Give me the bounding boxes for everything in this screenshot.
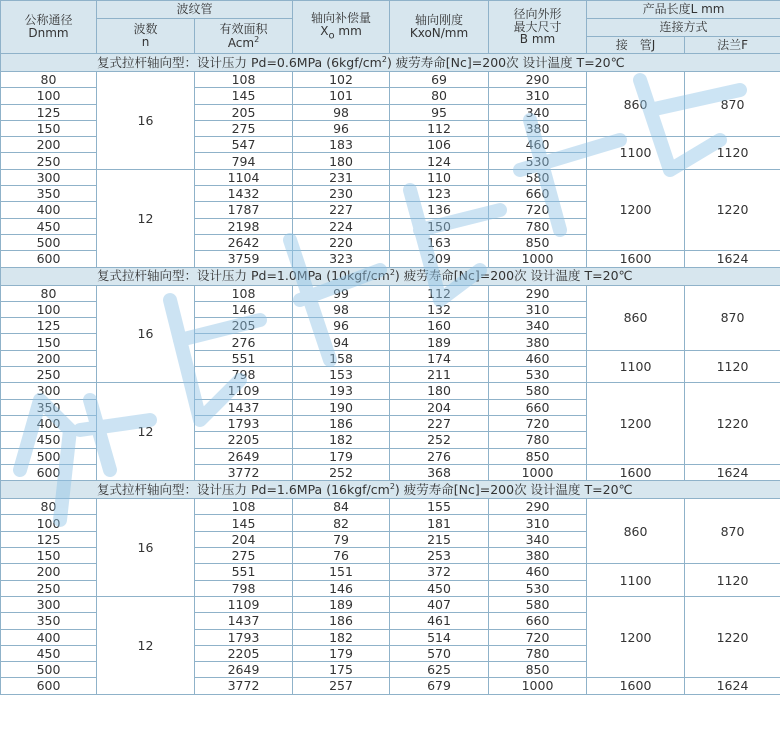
cell-stiffness: 155 xyxy=(390,499,489,515)
table-row xyxy=(1,285,780,301)
cell-outer-diameter: 580 xyxy=(489,169,587,185)
cell-compensation: 186 xyxy=(293,415,390,431)
cell-length-weld: 860 xyxy=(587,285,685,350)
cell-compensation: 102 xyxy=(293,72,390,88)
cell-stiffness: 123 xyxy=(390,186,489,202)
cell-dn: 80 xyxy=(1,72,97,88)
cell-dn: 600 xyxy=(1,464,97,480)
cell-area: 205 xyxy=(195,318,293,334)
cell-outer-diameter: 850 xyxy=(489,448,587,464)
cell-outer-diameter: 460 xyxy=(489,137,587,153)
cell-compensation: 189 xyxy=(293,596,390,612)
cell-dn: 80 xyxy=(1,499,97,515)
cell-area: 146 xyxy=(195,301,293,317)
cell-dn: 200 xyxy=(1,564,97,580)
cell-length-flange: 1624 xyxy=(685,464,780,480)
cell-stiffness: 215 xyxy=(390,531,489,547)
cell-waves: 16 xyxy=(97,499,195,597)
cell-stiffness: 227 xyxy=(390,415,489,431)
cell-length-flange: 1120 xyxy=(685,137,780,170)
cell-compensation: 79 xyxy=(293,531,390,547)
cell-dn: 350 xyxy=(1,613,97,629)
cell-dn: 200 xyxy=(1,137,97,153)
cell-dn: 125 xyxy=(1,318,97,334)
section-header xyxy=(1,267,780,285)
table-header xyxy=(1,1,780,54)
cell-length-flange: 1120 xyxy=(685,564,780,597)
cell-stiffness: 570 xyxy=(390,645,489,661)
cell-area: 2642 xyxy=(195,234,293,250)
cell-compensation: 101 xyxy=(293,88,390,104)
cell-outer-diameter: 850 xyxy=(489,234,587,250)
cell-outer-diameter: 1000 xyxy=(489,464,587,480)
cell-area: 2205 xyxy=(195,645,293,661)
cell-area: 794 xyxy=(195,153,293,169)
cell-area: 1437 xyxy=(195,399,293,415)
section-title: 复式拉杆轴向型：设计压力 Pd=1.0MPa $(10kgf/cm^2)$ 疲劳寿命[Nc]=200次 设计温度 T=20℃ xyxy=(1,267,780,285)
cell-area: 205 xyxy=(195,104,293,120)
cell-length-weld: 1200 xyxy=(587,383,685,464)
cell-area: 276 xyxy=(195,334,293,350)
cell-area: 275 xyxy=(195,548,293,564)
cell-dn: 150 xyxy=(1,120,97,136)
table-row xyxy=(1,596,780,612)
cell-area: 145 xyxy=(195,88,293,104)
cell-compensation: 98 xyxy=(293,104,390,120)
cell-length-weld: 1200 xyxy=(587,596,685,677)
header-compensation: 轴向补偿量 $X_o$ mm xyxy=(293,1,390,54)
cell-stiffness: 163 xyxy=(390,234,489,250)
cell-compensation: 227 xyxy=(293,202,390,218)
cell-compensation: 153 xyxy=(293,367,390,383)
cell-outer-diameter: 580 xyxy=(489,596,587,612)
cell-outer-diameter: 660 xyxy=(489,399,587,415)
cell-stiffness: 112 xyxy=(390,120,489,136)
cell-stiffness: 174 xyxy=(390,350,489,366)
cell-compensation: 323 xyxy=(293,251,390,267)
cell-outer-diameter: 530 xyxy=(489,580,587,596)
cell-outer-diameter: 780 xyxy=(489,218,587,234)
cell-dn: 350 xyxy=(1,186,97,202)
cell-area: 551 xyxy=(195,564,293,580)
cell-area: 1793 xyxy=(195,629,293,645)
cell-length-weld: 860 xyxy=(587,72,685,137)
cell-dn: 100 xyxy=(1,88,97,104)
cell-outer-diameter: 380 xyxy=(489,120,587,136)
cell-stiffness: 252 xyxy=(390,432,489,448)
table-row xyxy=(1,169,780,185)
cell-length-weld: 1100 xyxy=(587,350,685,383)
cell-dn: 600 xyxy=(1,251,97,267)
cell-dn: 200 xyxy=(1,350,97,366)
cell-area: 2649 xyxy=(195,662,293,678)
cell-compensation: 179 xyxy=(293,448,390,464)
cell-compensation: 224 xyxy=(293,218,390,234)
cell-stiffness: 209 xyxy=(390,251,489,267)
cell-stiffness: 136 xyxy=(390,202,489,218)
cell-dn: 600 xyxy=(1,678,97,694)
cell-dn: 500 xyxy=(1,662,97,678)
cell-compensation: 180 xyxy=(293,153,390,169)
cell-dn: 125 xyxy=(1,104,97,120)
section-title: 复式拉杆轴向型：设计压力 Pd=0.6MPa $(6kgf/cm^2)$ 疲劳寿命[Nc]=200次 设计温度 T=20℃ xyxy=(1,54,780,72)
cell-compensation: 257 xyxy=(293,678,390,694)
cell-stiffness: 181 xyxy=(390,515,489,531)
cell-length-weld: 1600 xyxy=(587,464,685,480)
cell-stiffness: 450 xyxy=(390,580,489,596)
cell-outer-diameter: 290 xyxy=(489,499,587,515)
cell-outer-diameter: 580 xyxy=(489,383,587,399)
cell-stiffness: 625 xyxy=(390,662,489,678)
cell-compensation: 231 xyxy=(293,169,390,185)
section-header xyxy=(1,481,780,499)
cell-compensation: 220 xyxy=(293,234,390,250)
cell-dn: 100 xyxy=(1,301,97,317)
cell-compensation: 252 xyxy=(293,464,390,480)
cell-outer-diameter: 290 xyxy=(489,285,587,301)
cell-compensation: 94 xyxy=(293,334,390,350)
cell-outer-diameter: 530 xyxy=(489,153,587,169)
cell-length-flange: 870 xyxy=(685,285,780,350)
header-bellows: 波纹管 xyxy=(97,1,293,19)
cell-dn: 300 xyxy=(1,169,97,185)
cell-waves: 16 xyxy=(97,285,195,383)
cell-outer-diameter: 720 xyxy=(489,415,587,431)
cell-area: 547 xyxy=(195,137,293,153)
cell-stiffness: 514 xyxy=(390,629,489,645)
cell-outer-diameter: 310 xyxy=(489,515,587,531)
cell-compensation: 96 xyxy=(293,318,390,334)
cell-stiffness: 679 xyxy=(390,678,489,694)
cell-outer-diameter: 850 xyxy=(489,662,587,678)
cell-length-flange: 1220 xyxy=(685,596,780,677)
cell-outer-diameter: 720 xyxy=(489,629,587,645)
cell-dn: 250 xyxy=(1,153,97,169)
cell-dn: 450 xyxy=(1,218,97,234)
cell-compensation: 182 xyxy=(293,432,390,448)
cell-stiffness: 124 xyxy=(390,153,489,169)
cell-stiffness: 132 xyxy=(390,301,489,317)
cell-stiffness: 461 xyxy=(390,613,489,629)
cell-stiffness: 204 xyxy=(390,399,489,415)
cell-waves: 12 xyxy=(97,596,195,694)
cell-dn: 80 xyxy=(1,285,97,301)
cell-compensation: 183 xyxy=(293,137,390,153)
cell-compensation: 193 xyxy=(293,383,390,399)
cell-area: 1432 xyxy=(195,186,293,202)
cell-outer-diameter: 380 xyxy=(489,334,587,350)
header-flange: 法兰F xyxy=(685,37,780,54)
cell-outer-diameter: 720 xyxy=(489,202,587,218)
cell-area: 2205 xyxy=(195,432,293,448)
cell-stiffness: 69 xyxy=(390,72,489,88)
cell-compensation: 190 xyxy=(293,399,390,415)
cell-outer-diameter: 780 xyxy=(489,645,587,661)
cell-area: 1109 xyxy=(195,383,293,399)
header-connection: 连接方式 xyxy=(587,19,780,37)
cell-compensation: 96 xyxy=(293,120,390,136)
section-title: 复式拉杆轴向型：设计压力 Pd=1.6MPa $(16kgf/cm^2)$ 疲劳寿命[Nc]=200次 设计温度 T=20℃ xyxy=(1,481,780,499)
cell-outer-diameter: 1000 xyxy=(489,678,587,694)
section-header xyxy=(1,54,780,72)
cell-compensation: 179 xyxy=(293,645,390,661)
cell-compensation: 76 xyxy=(293,548,390,564)
cell-dn: 250 xyxy=(1,367,97,383)
cell-compensation: 186 xyxy=(293,613,390,629)
cell-stiffness: 407 xyxy=(390,596,489,612)
table-row xyxy=(1,383,780,399)
header-dn: 公称通径 Dnmm xyxy=(1,1,97,54)
cell-length-weld: 1600 xyxy=(587,678,685,694)
cell-compensation: 158 xyxy=(293,350,390,366)
cell-length-weld: 1600 xyxy=(587,251,685,267)
header-outer-diameter: 径向外形 最大尺寸 B mm xyxy=(489,1,587,54)
cell-stiffness: 150 xyxy=(390,218,489,234)
cell-stiffness: 80 xyxy=(390,88,489,104)
cell-dn: 250 xyxy=(1,580,97,596)
header-area: 有效面积 Acm$^2$ xyxy=(195,19,293,54)
header-stiffness: 轴向刚度 KxoN/mm xyxy=(390,1,489,54)
cell-area: 108 xyxy=(195,285,293,301)
cell-dn: 500 xyxy=(1,234,97,250)
cell-compensation: 82 xyxy=(293,515,390,531)
cell-outer-diameter: 460 xyxy=(489,350,587,366)
cell-dn: 400 xyxy=(1,202,97,218)
cell-outer-diameter: 780 xyxy=(489,432,587,448)
cell-length-weld: 860 xyxy=(587,499,685,564)
cell-dn: 500 xyxy=(1,448,97,464)
cell-outer-diameter: 310 xyxy=(489,88,587,104)
table-row xyxy=(1,72,780,88)
cell-stiffness: 112 xyxy=(390,285,489,301)
cell-area: 1793 xyxy=(195,415,293,431)
cell-dn: 450 xyxy=(1,432,97,448)
cell-outer-diameter: 290 xyxy=(489,72,587,88)
cell-stiffness: 106 xyxy=(390,137,489,153)
cell-stiffness: 110 xyxy=(390,169,489,185)
cell-compensation: 230 xyxy=(293,186,390,202)
cell-compensation: 175 xyxy=(293,662,390,678)
cell-outer-diameter: 310 xyxy=(489,301,587,317)
cell-area: 108 xyxy=(195,499,293,515)
cell-stiffness: 189 xyxy=(390,334,489,350)
cell-length-flange: 1220 xyxy=(685,169,780,250)
cell-dn: 150 xyxy=(1,334,97,350)
cell-outer-diameter: 530 xyxy=(489,367,587,383)
cell-dn: 450 xyxy=(1,645,97,661)
cell-stiffness: 95 xyxy=(390,104,489,120)
cell-area: 3772 xyxy=(195,464,293,480)
cell-outer-diameter: 460 xyxy=(489,564,587,580)
cell-outer-diameter: 380 xyxy=(489,548,587,564)
cell-area: 3759 xyxy=(195,251,293,267)
cell-dn: 300 xyxy=(1,383,97,399)
cell-length-flange: 1120 xyxy=(685,350,780,383)
cell-length-weld: 1200 xyxy=(587,169,685,250)
cell-dn: 125 xyxy=(1,531,97,547)
cell-area: 204 xyxy=(195,531,293,547)
cell-compensation: 99 xyxy=(293,285,390,301)
cell-compensation: 146 xyxy=(293,580,390,596)
cell-outer-diameter: 660 xyxy=(489,186,587,202)
cell-compensation: 182 xyxy=(293,629,390,645)
cell-area: 1109 xyxy=(195,596,293,612)
cell-area: 551 xyxy=(195,350,293,366)
table-row xyxy=(1,499,780,515)
cell-length-weld: 1100 xyxy=(587,137,685,170)
cell-stiffness: 160 xyxy=(390,318,489,334)
header-waves: 波数 n xyxy=(97,19,195,54)
header-length: 产品长度L mm xyxy=(587,1,780,19)
cell-compensation: 98 xyxy=(293,301,390,317)
cell-compensation: 84 xyxy=(293,499,390,515)
cell-outer-diameter: 660 xyxy=(489,613,587,629)
cell-waves: 16 xyxy=(97,72,195,170)
cell-area: 1787 xyxy=(195,202,293,218)
cell-stiffness: 372 xyxy=(390,564,489,580)
cell-dn: 150 xyxy=(1,548,97,564)
cell-stiffness: 368 xyxy=(390,464,489,480)
header-weld: 接 管J xyxy=(587,37,685,54)
cell-area: 3772 xyxy=(195,678,293,694)
cell-area: 2198 xyxy=(195,218,293,234)
cell-waves: 12 xyxy=(97,383,195,481)
cell-dn: 300 xyxy=(1,596,97,612)
cell-area: 108 xyxy=(195,72,293,88)
cell-waves: 12 xyxy=(97,169,195,267)
cell-outer-diameter: 1000 xyxy=(489,251,587,267)
cell-stiffness: 211 xyxy=(390,367,489,383)
cell-length-flange: 870 xyxy=(685,499,780,564)
cell-dn: 350 xyxy=(1,399,97,415)
cell-area: 1104 xyxy=(195,169,293,185)
cell-outer-diameter: 340 xyxy=(489,104,587,120)
cell-area: 798 xyxy=(195,367,293,383)
cell-compensation: 151 xyxy=(293,564,390,580)
cell-length-flange: 870 xyxy=(685,72,780,137)
cell-area: 798 xyxy=(195,580,293,596)
cell-length-weld: 1100 xyxy=(587,564,685,597)
cell-dn: 100 xyxy=(1,515,97,531)
cell-stiffness: 276 xyxy=(390,448,489,464)
cell-outer-diameter: 340 xyxy=(489,531,587,547)
cell-length-flange: 1624 xyxy=(685,678,780,694)
table-body xyxy=(1,54,780,695)
cell-length-flange: 1624 xyxy=(685,251,780,267)
cell-length-flange: 1220 xyxy=(685,383,780,464)
cell-dn: 400 xyxy=(1,629,97,645)
cell-area: 2649 xyxy=(195,448,293,464)
cell-area: 145 xyxy=(195,515,293,531)
cell-stiffness: 180 xyxy=(390,383,489,399)
cell-area: 275 xyxy=(195,120,293,136)
cell-area: 1437 xyxy=(195,613,293,629)
cell-outer-diameter: 340 xyxy=(489,318,587,334)
cell-dn: 400 xyxy=(1,415,97,431)
cell-stiffness: 253 xyxy=(390,548,489,564)
